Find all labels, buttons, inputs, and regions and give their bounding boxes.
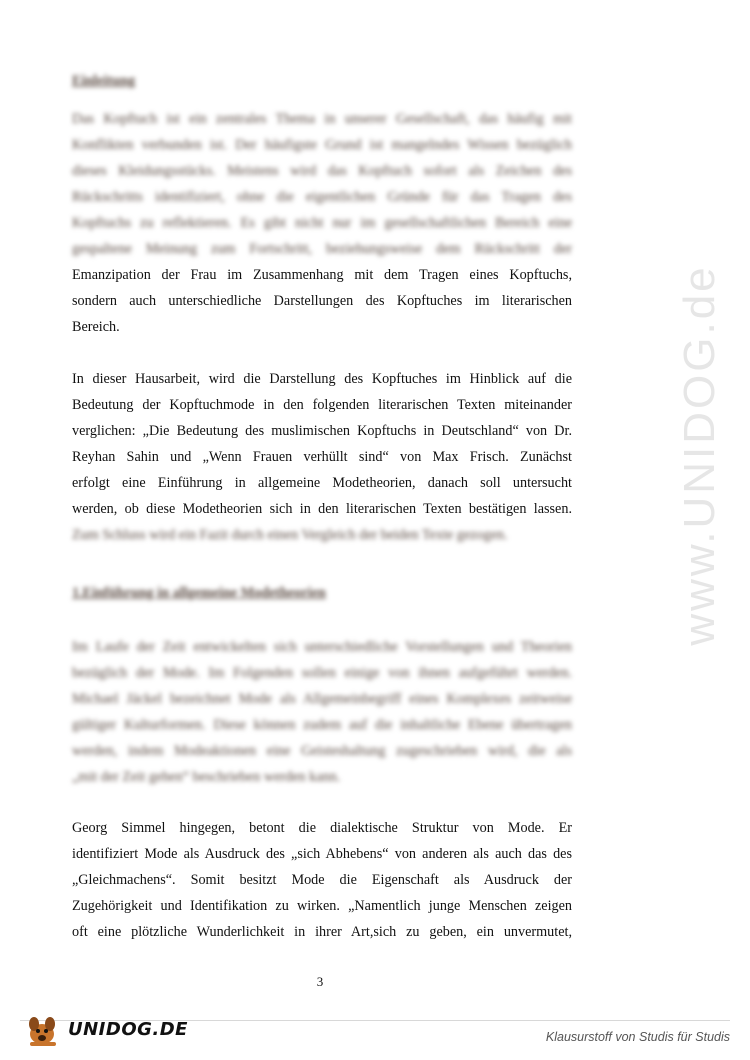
footer-tagline: Klausurstoff von Studis für Studis xyxy=(545,1030,730,1044)
paragraph-simmel xyxy=(72,815,572,945)
text-line: Bereich. xyxy=(72,319,120,335)
text-line: In dieser Hausarbeit, wird die Darstellung des Kopftuches im Hinblick auf die xyxy=(72,371,572,387)
section-modetheorien-heading xyxy=(72,580,572,606)
text-line: dieses Kleidungsstücks. Meistens wird das Kopftuch sofort als Zeichen des xyxy=(72,163,572,179)
paragraph-hausarbeit xyxy=(72,366,572,548)
section-einleitung-heading xyxy=(72,68,572,94)
text-line: gespaltene Meinung zum Fortschritt, beziehungsweise dem Rückschritt der xyxy=(72,241,572,257)
watermark-text: www.UNIDOG.de xyxy=(675,264,724,646)
text-line: Bedeutung der Kopftuchmode in den folgenden literarischen Texten miteinander xyxy=(72,397,572,413)
text-line: „mit der Zeit gehen“ beschrieben werden kann. xyxy=(72,769,341,785)
text-line: Einleitung xyxy=(72,73,136,89)
text-line: Kopftuchs zu reflektieren. Es gibt nicht nur im gesellschaftlichen Bereich eine xyxy=(72,215,572,231)
text-line: Michael Jäckel bezeichnet Mode als Allgemeinbegriff eines Komplexes zeitweise xyxy=(72,691,572,707)
text-line: verglichen: „Die Bedeutung des muslimischen Kopftuchs in Deutschland“ von Dr. xyxy=(72,423,572,439)
text-line: Georg Simmel hingegen, betont die dialektische Struktur von Mode. Er xyxy=(72,820,572,836)
text-line: 1.Einführung in allgemeine Modetheorien xyxy=(72,585,326,601)
text-line: Zum Schluss wird ein Fazit durch einen Vergleich der beiden Texte gezogen. xyxy=(72,527,508,543)
text-line: Konflikten verbunden ist. Der häufigste Grund ist mangelndes Wissen bezüglich xyxy=(72,137,572,153)
text-line: identifiziert Mode als Ausdruck des „sich Abhebens“ von anderen als auch das des xyxy=(72,846,572,862)
paragraph-intro xyxy=(72,106,572,340)
paragraph-modetheorien xyxy=(72,634,572,790)
logo-text: UNIDOG.DE xyxy=(68,1019,188,1040)
text-line: werden, indem Modeaktionen eine Geisteshaltung zugeschrieben wird, die als xyxy=(72,743,572,759)
text-line: Zugehörigkeit und Identifikation zu wirken. „Namentlich junge Menschen zeigen xyxy=(72,898,572,914)
text-line: sondern auch unterschiedliche Darstellungen des Kopftuches im literarischen xyxy=(72,293,572,309)
page-number: 3 xyxy=(316,974,324,989)
text-line: Rückschritts identifiziert, ohne die eigentlichen Gründe für das Tragen des xyxy=(72,189,572,205)
text-line: Das Kopftuch ist ein zentrales Thema in unserer Gesellschaft, das häufig mit xyxy=(72,111,572,127)
text-line: werden, ob diese Modetheorien sich in den literarischen Texten bestätigen lassen. xyxy=(72,501,572,517)
unidog-logo xyxy=(22,1014,188,1048)
text-line: Im Laufe der Zeit entwickelten sich unterschiedliche Vorstellungen und Theorien xyxy=(72,639,572,655)
text-line: bezüglich der Mode. Im Folgenden sollen einige von ihnen aufgeführt werden. xyxy=(72,665,572,681)
text-line: Emanzipation der Frau im Zusammenhang mit dem Tragen eines Kopftuchs, xyxy=(72,267,572,283)
text-line: gültiger Kulturformen. Diese können zudem auf die inhaltliche Ebene übertragen xyxy=(72,717,572,733)
text-line: Reyhan Sahin und „Wenn Frauen verhüllt sind“ von Max Frisch. Zunächst xyxy=(72,449,572,465)
dog-icon xyxy=(22,1014,66,1048)
text-line: „Gleichmachens“. Somit besitzt Mode die Eigenschaft als Ausdruck der xyxy=(72,872,572,888)
text-line: erfolgt eine Einführung in allgemeine Modetheorien, danach soll untersucht xyxy=(72,475,572,491)
text-line: oft eine plötzliche Wunderlichkeit in ihrer Art,sich zu geben, ein unvermutet, xyxy=(72,924,572,940)
